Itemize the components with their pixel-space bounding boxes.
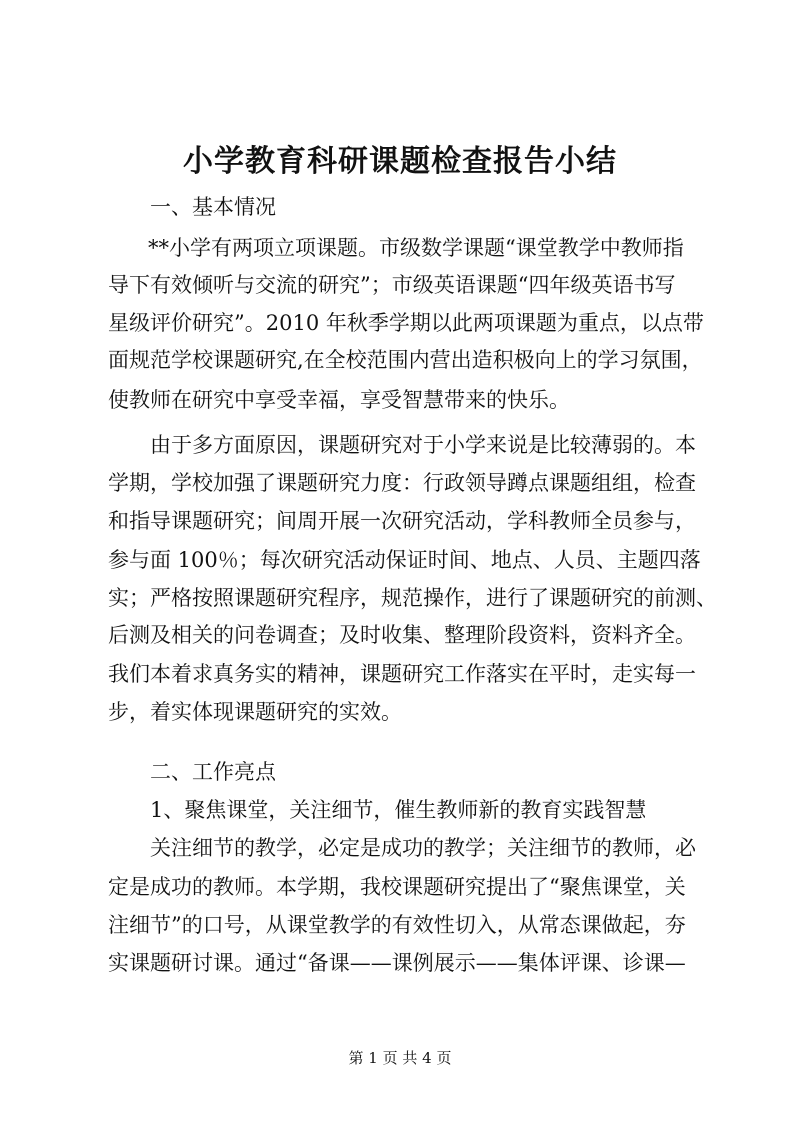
paragraph-line: 参与面 100％；每次研究活动保证时间、地点、人员、主题四落	[108, 548, 701, 572]
paragraph-line: 面规范学校课题研究,在全校范围内营出造积极向上的学习氛围，	[108, 348, 703, 372]
paragraph-line: 定是成功的教师。本学期，我校课题研究提出了“聚焦课堂，关	[108, 875, 686, 899]
paragraph-line: 我们本着求真务实的精神，课题研究工作落实在平时，走实每一	[108, 662, 696, 686]
paragraph-line: 由于多方面原因，课题研究对于小学来说是比较薄弱的。本	[150, 433, 696, 457]
section-heading-highlights: 二、工作亮点	[150, 760, 276, 784]
paragraph-line: 学期，学校加强了课题研究力度：行政领导蹲点课题组组，检查	[108, 471, 696, 495]
paragraph-line: **小学有两项立项课题。市级数学课题“课堂教学中教师指	[148, 236, 684, 260]
paragraph-line: 注细节”的口号，从课堂教学的有效性切入，从常态课做起，夯	[108, 913, 686, 937]
paragraph-line: 步，着实体现课题研究的实效。	[108, 700, 402, 724]
paragraph-line: 关注细节的教学，必定是成功的教学；关注细节的教师，必	[150, 836, 696, 860]
page-number-footer: 第 1 页 共 4 页	[348, 1049, 452, 1067]
subsection-heading: 1、聚焦课堂，关注细节，催生教师新的教育实践智慧	[150, 798, 647, 822]
paragraph-line: 导下有效倾听与交流的研究”；市级英语课题“四年级英语书写	[108, 273, 676, 297]
document-title: 小学教育科研课题检查报告小结	[183, 144, 617, 179]
paragraph-line: 使教师在研究中享受幸福，享受智慧带来的快乐。	[108, 388, 570, 412]
paragraph-line: 实；严格按照课题研究程序，规范操作，进行了课题研究的前测、	[108, 586, 717, 610]
section-heading-basic: 一、基本情况	[150, 195, 276, 219]
paragraph-line: 和指导课题研究；间周开展一次研究活动，学科教师全员参与，	[108, 509, 696, 533]
paragraph-line: 后测及相关的问卷调查；及时收集、整理阶段资料，资料齐全。	[108, 623, 696, 647]
paragraph-line: 实课题研讨课。通过“备课——课例展示——集体评课、诊课—	[108, 951, 686, 975]
paragraph-line: 星级评价研究”。2010 年秋季学期以此两项课题为重点，以点带	[108, 311, 704, 335]
